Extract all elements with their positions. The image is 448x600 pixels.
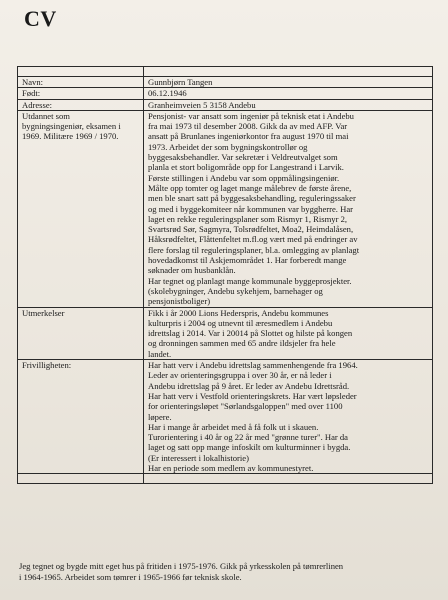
text-line: Turorientering i 40 år og 22 år med "grønne turer". Har da — [148, 432, 349, 443]
text-line: løpere. — [148, 411, 172, 422]
text-line: fra mai 1973 til desember 2008. Gikk da av med AFP. Var — [148, 121, 348, 132]
label-utdannet — [18, 110, 144, 307]
text-line: Håksrødfeltet, Flåttenfeltet m.fl.og vært med på endringer av — [148, 234, 358, 245]
text-line: Har hatt verv i Vestfold orienteringskrets. Har vært løpsleder — [148, 390, 357, 401]
label-utmerkelser: Utmerkelser — [18, 307, 144, 359]
label-line: 1969. Militære 1969 / 1970. — [22, 131, 119, 142]
text-line: Pensjonist- var ansatt som ingeniør på teknisk etat i Andebu — [148, 110, 354, 121]
label-frivilligheten: Frivilligheten: — [18, 360, 144, 474]
label-fodt: Født: — [18, 88, 144, 99]
text-line: Første stillingen i Andebu var som oppmålingsingeniør. — [148, 172, 340, 183]
row-utmerkelser — [18, 307, 433, 359]
value-utdannet — [144, 110, 433, 307]
table-spacer-row — [18, 67, 433, 77]
text-line: kulturpris i 2004 og utnevnt til æresmedlem i Andebu — [148, 317, 333, 328]
text-line: Har hatt verv i Andebu idrettslag sammenhengende fra 1964. — [148, 360, 358, 371]
text-line: Fikk i år 2000 Lions Hederspris, Andebu kommunes — [148, 307, 329, 318]
row-navn — [18, 77, 433, 88]
value-frivilligheten — [144, 360, 433, 474]
text-line: laget og satt opp mange infoskilt om kulturminner i bygda. — [148, 442, 351, 453]
text-line: flere forslag til reguleringsplaner, bl.a. omlegging av planlagt — [148, 244, 360, 255]
value-adresse: Granheimveien 5 3158 Andebu — [144, 99, 433, 110]
text-line: Målte opp tomter og laget mange målebrev de første årene, — [148, 182, 352, 193]
table-spacer-row — [18, 474, 433, 484]
value-navn: Gunnbjørn Tangen — [144, 77, 433, 88]
label-line: bygningsingeniør, eksamen i — [22, 121, 121, 132]
row-frivilligheten — [18, 360, 433, 474]
text-line: ansatt på Brunlanes ingeniørkontor fra august 1970 til mai — [148, 131, 349, 142]
text-line: pensjonistboliger) — [148, 296, 211, 307]
text-line: og med i byggekomiteer når kommunen var byggherre. Har — [148, 203, 353, 214]
text-line: søknader om husbanklån. — [148, 265, 236, 276]
text-line: byggesaksbehandler. Var sekretær i Veldreutvalget som — [148, 152, 338, 163]
label-line: Utdannet som — [22, 110, 70, 121]
row-fodt — [18, 88, 433, 99]
text-line: og dronningen sammen med 65 andre ildsjeler fra hele — [148, 338, 336, 349]
text-line: (skolebygninger, Andebu sykehjem, barnehager og — [148, 285, 323, 296]
text-line: Har en periode som medlem av kommunestyret. — [148, 462, 314, 473]
row-adresse — [18, 99, 433, 110]
text-line: (Er interessert i lokalhistorie) — [148, 452, 249, 463]
label-navn: Navn: — [18, 77, 144, 88]
text-line: 1973. Arbeidet der som bygningskontrollør og — [148, 141, 308, 152]
footer-line: i 1964-1965. Arbeidet som tømrer i 1965-1966 før teknisk skole. — [19, 572, 242, 582]
text-line: laget en rekke reguleringsplaner som Rismyr 1, Rismyr 2, — [148, 213, 348, 224]
text-line: Har i mange år arbeidet med å få folk ut i skauen. — [148, 421, 319, 432]
text-line: Har tegnet og planlagt mange kommunale byggeprosjekter. — [148, 275, 352, 286]
text-line: Svartsrød Sør, Sagmyra, Tolsrødfeltet, Moa2, Heimdalåsen, — [148, 224, 354, 235]
row-utdannet — [18, 110, 433, 307]
footer-line: Jeg tegnet og bygde mitt eget hus på fritiden i 1975-1976. Gikk på yrkesskolen på tømrerlinen — [19, 561, 344, 571]
text-line: hovedadkomst til Askjemområdet 1. Har forberedt mange — [148, 255, 347, 266]
value-utmerkelser — [144, 307, 433, 359]
text-line: for orienteringsløpet "Sørlandsgaloppen" med over 1100 — [148, 401, 343, 412]
page-title: CV — [24, 6, 57, 31]
text-line: Leder av orienteringsgruppa i over 30 år, er nå leder i — [148, 370, 332, 381]
text-line: Andebu idrettslag på 9 året. Er leder av Andebu Idrettsråd. — [148, 380, 350, 391]
value-fodt: 06.12.1946 — [144, 88, 433, 99]
text-line: landet. — [148, 348, 172, 359]
text-line: planla et stort boligområde opp for Langestrand i Larvik. — [148, 162, 344, 173]
cv-table — [17, 66, 433, 484]
text-line: idrettslag i 2014. Var i 20014 på Slottet og hilste på kongen — [148, 328, 353, 339]
label-adresse: Adresse: — [18, 99, 144, 110]
footer-note — [19, 561, 437, 583]
text-line: men ble snart satt på byggesaksbehandling, reguleringssaker — [148, 193, 356, 204]
